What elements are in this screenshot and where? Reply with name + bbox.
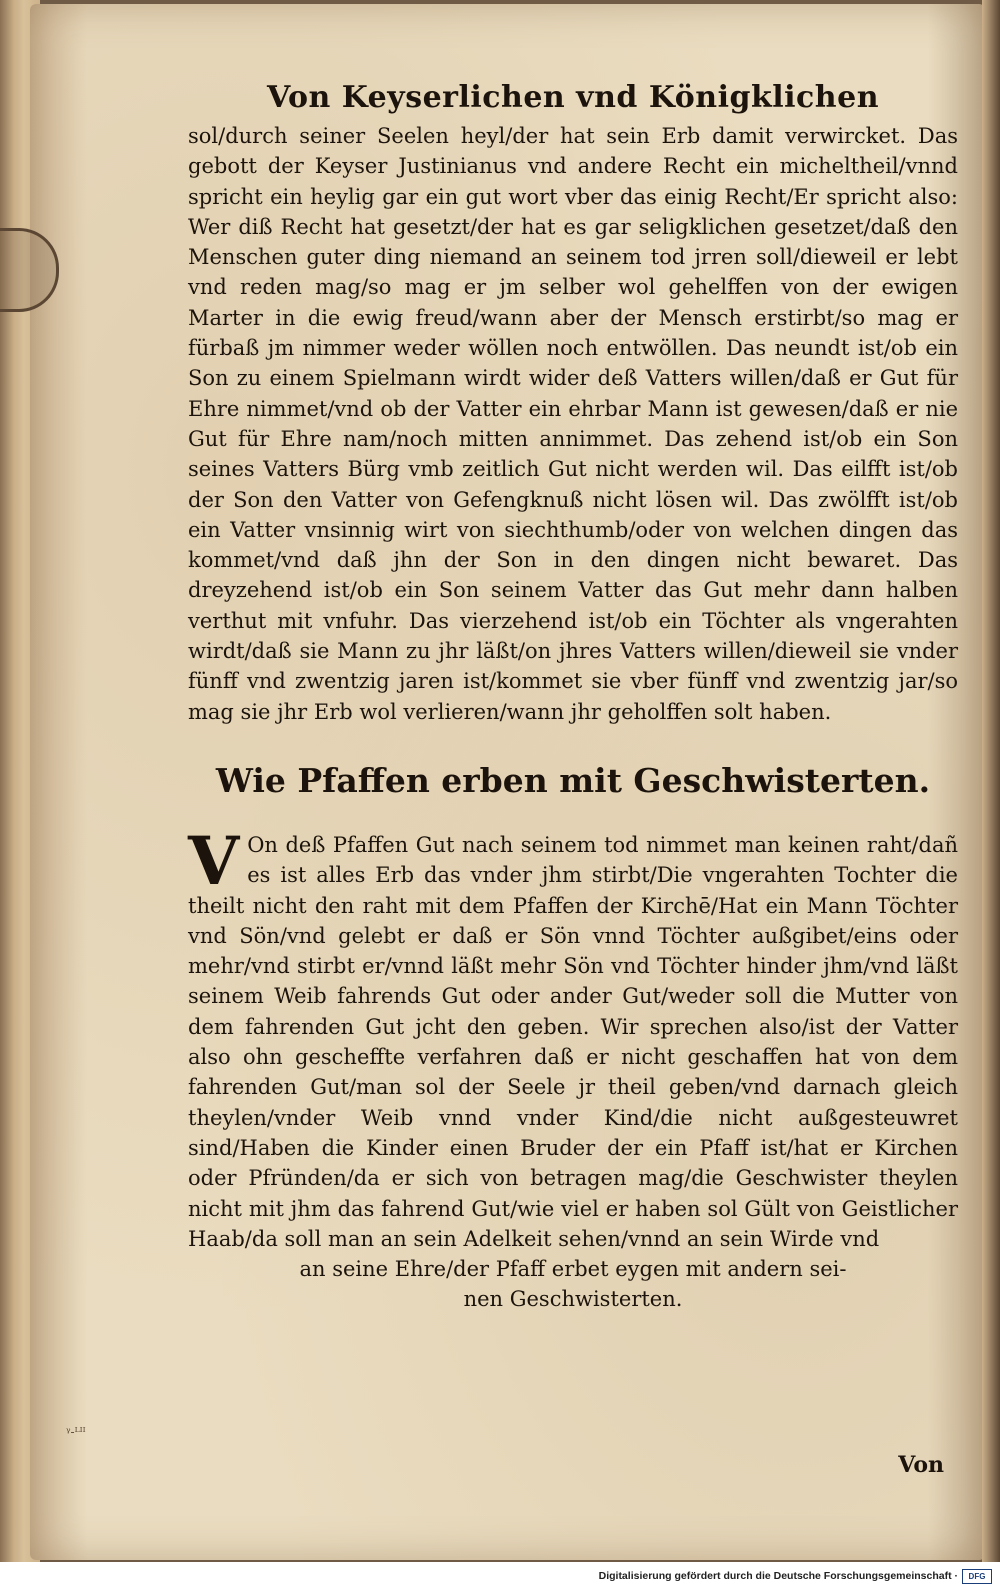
footer-bar bbox=[0, 1562, 1000, 1591]
page-text-block bbox=[188, 80, 958, 1315]
body-paragraph-1: sol/durch seiner Seelen heyl/der hat sein Erb damit verwircket. Das gebott der Keyser Justinianus vnd andere Recht ein micheltheil/vnnd spricht ein heylig gar ein gut wort vber das einig Recht/Er spricht also: Wer diß Recht hat gesetzt/der hat es gar seligklichen gesetzet/daß den Menschen guter ding niemand an seinem tod jrren soll/dieweil er lebt vnd reden mag/so mag er jm selber wol gehelffen von der ewigen Marter in die ewig freud/wann aber der Mensch erstirbt/so mag er fürbaß jm nimmer weder wöllen noch entwöllen. Das neundt ist/ob ein Son zu einem Spielmann wirdt wider deß Vatters willen/daß er Gut für Ehre nimmet/vnd ob der Vatter ein ehrbar Mann ist gewesen/daß er nie Gut für Ehre nam/noch mitten annimmet. Das zehend ist/ob ein Son seines Vatters Bürg vmb zeitlich Gut nicht werden wil. Das eilfft ist/ob der Son den Vatter von Gefengknuß nicht lösen wil. Das zwölfft ist/ob ein Vatter vnsinnig wirt von siechthumb/oder von welchen dingen das kommet/vnd daß jhn der Son in den dingen nicht bewaret. Das dreyzehend ist/ob ein Son seinem Vatter das Gut mehr dann halben verthut mit vnfuhr. Das vierzehend ist/ob ein Töchter als vngerahten wirdt/daß sie Mann zu jhr läßt/on jhres Vatters willen/dieweil sie vnder fünff vnd zwentzig jaren ist/kommet sie vber fünff vnd zwentzig jar/so mag sie jhr Erb wol verlieren/wann jhr geholffen solt haben. bbox=[188, 124, 958, 724]
funding-credit: Digitalisierung gefördert durch die Deutsche Forschungsgemeinschaft · bbox=[598, 1570, 958, 1582]
running-head: Von Keyserlichen vnd Königklichen bbox=[266, 80, 880, 115]
body-paragraph-2 bbox=[188, 821, 958, 1254]
decorated-initial: V bbox=[188, 821, 240, 900]
catchword: Von bbox=[898, 1452, 944, 1478]
binding-shadow bbox=[982, 0, 1000, 1562]
margin-annotation: ᵞ-ᴸᴵᴵ bbox=[66, 1425, 86, 1439]
dfg-logo-icon: DFG bbox=[962, 1569, 992, 1584]
body-paragraph-2-text: On deß Pfaffen Gut nach seinem tod nimmet man keinen raht/dañ es ist alles Erb das vnder jhm stirbt/Die vngerahten Tochter die theilt nicht den raht mit dem Pfaffen der Kirchē/Hat ein Mann Töchter vnd Sön/vnd gelebt er daß er Sön vnnd Töchter außgibet/eins oder mehr/vnd stirbt er/vnnd läßt mehr Sön vnd Töchter hinder jhm/vnd läßt seinem Weib fahrends Gut oder ander Gut/weder soll die Mutter von dem fahrenden Gut jcht den geben. Wir sprechen also/ist der Vatter also ohn gescheffte verfahren daß er nicht geschaffen hat von dem fahrenden Gut/man sol der Seele jr theil geben/vnd darnach gleich theylen/vnder Weib vnnd vnder Kind/die nicht außgesteuwret sind/Haben die Kinder einen Bruder der ein Pfaff ist/hat er Kirchen oder Pfründen/da er sich von betragen mag/die Geschwister theylen nicht mit jhm das fahrend Gut/wie viel er haben sol Gült von Geistlicher Haab/da soll man an sein Adelkeit sehen/vnnd an sein Wirde vnd bbox=[188, 832, 958, 1251]
closing-line-1: an seine Ehre/der Pfaff erbet eygen mit andern sei- bbox=[299, 1257, 847, 1282]
section-heading: Wie Pfaffen erben mit Geschwisterten. bbox=[215, 760, 931, 800]
closing-line-2: nen Geschwisterten. bbox=[463, 1287, 683, 1312]
